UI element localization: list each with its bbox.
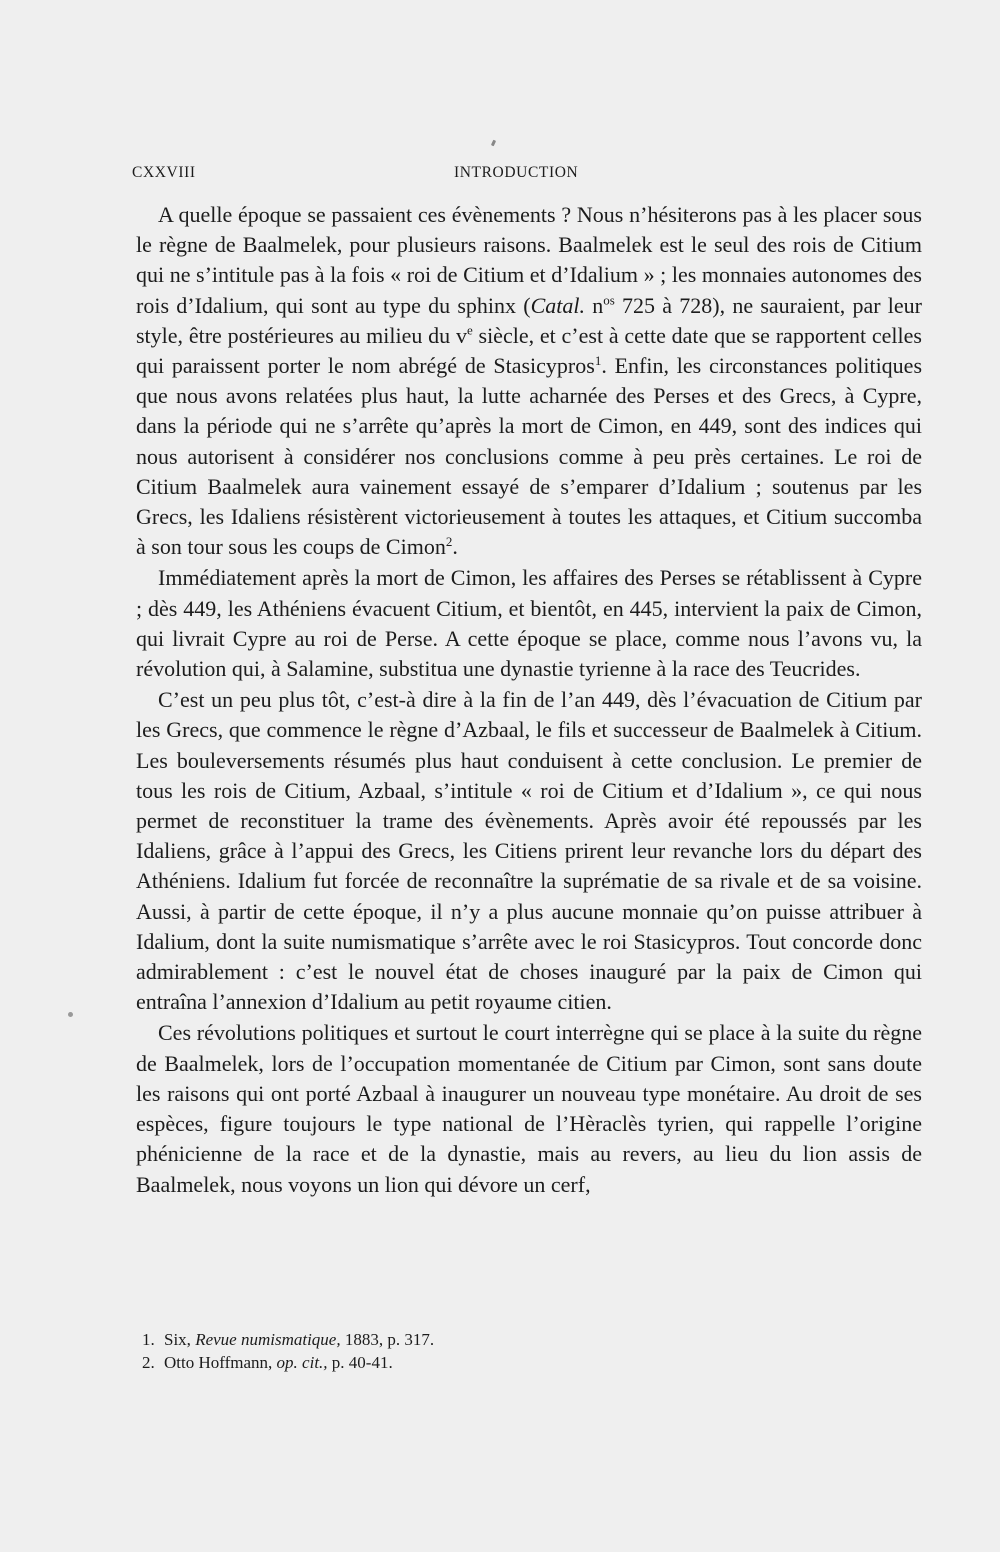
paragraph [136,685,922,1017]
text-run: siècle, et c’est à cette date que se rapportent celles qui paraissent porter le nom abrégé de Stasicypros [136,322,922,379]
italic-text: op. cit., [276,1353,328,1372]
footnotes [142,1328,842,1374]
print-speck [68,1012,73,1017]
body-text [136,200,922,1200]
footnote-reference: 1 [594,353,602,369]
footnote [142,1351,842,1374]
superscript: e [466,322,473,338]
text-run: 725 à 728), ne sauraient, par leur style, être postérieures au milieu du v [136,292,923,348]
footnote-number: 2. [142,1353,155,1372]
text-run: Six, [164,1330,196,1349]
page-header [132,164,924,188]
page-number: CXXVIII [132,164,196,181]
text-run: Ces révolutions politiques et surtout le court interrègne qui se place à la suite du règne de Baalmelek, lors de l’occupation momentanée de Citium par Cimon, sont sans doute les raisons qui ont porté Azbaal à inaugurer un nouveau type monétaire. Au droit de ses espèces, figure toujours le type national de l’Hèraclès tyrien, qui rappelle l’origine phénicienne de la race et de la dynastie, mais au revers, au lieu du lion assis de Baalmelek, nous voyons un lion qui dévore un cerf, [136,1020,922,1197]
paragraph [136,563,922,684]
italic-text: Catal. [530,292,585,318]
text-run: . [452,534,458,560]
text-run: 1883, p. 317. [340,1330,435,1349]
paragraph [136,200,922,562]
footnote [142,1328,842,1351]
footnote-reference: 2 [445,534,453,550]
print-speck [491,140,496,147]
text-run: Otto Hoffmann, [164,1353,277,1372]
italic-text: Revue numismatique, [195,1330,341,1349]
text-run: Immédiatement après la mort de Cimon, les affaires des Perses se rétablissent à Cypre ; dès 449, les Athéniens évacuent Citium, et bientôt, en 445, intervient la paix de Cimon, qui livrait Cypre au roi de Perse. A cette époque se place, comme nous l’avons vu, la révolution qui, à Salamine, substitua une dynastie tyrienne à la race des Teucrides. [136,565,922,682]
superscript: os [603,292,615,308]
footnote-number: 1. [142,1330,155,1349]
running-title: INTRODUCTION [454,164,579,181]
paragraph [136,1018,922,1199]
text-run: . Enfin, les circonstances politiques que nous avons relatées plus haut, la lutte acharnée des Perses et des Grecs, à Cypre, dans la période qui ne s’arrête qu’après la mort de Cimon, en 449, sont des indices qui nous autorisent à considérer nos conclusions comme à peu près certaines. Le roi de Citium Baalmelek aura vainement essayé de s’emparer d’Idalium ; soutenus par les Grecs, les Idaliens résistèrent victorieusement à toutes les attaques, et Citium succomba à son tour sous les coups de Cimon [136,353,923,560]
text-run: n [584,292,604,318]
text-run: A quelle époque se passaient ces évènements ? Nous n’hésiterons pas à les placer sous le règne de Baalmelek, pour plusieurs raisons. Baalmelek est le seul des rois de Citium qui ne s’intitule pas à la fois « roi de Citium et d’Idalium » ; les monnaies autonomes des rois d’Idalium, qui sont au type du sphinx ( [136,202,922,318]
text-run: p. 40-41. [327,1353,393,1372]
text-run: C’est un peu plus tôt, c’est-à dire à la fin de l’an 449, dès l’évacuation de Citium par les Grecs, que commence le règne d’Azbaal, le fils et successeur de Baalmelek à Citium. Les bouleversements résumés plus haut conduisent à cette conclusion. Le premier de tous les rois de Citium, Azbaal, s’intitule « roi de Citium et d’Idalium », ce qui nous permet de reconstituer la trame des évènements. Après avoir été repoussés par les Idaliens, grâce à l’appui des Grecs, les Citiens prirent leur revanche lors du départ des Athéniens. Idalium fut forcée de reconnaître la suprématie de sa rivale et de sa voisine. Aussi, à partir de cette époque, il n’y a plus aucune monnaie qu’on puisse attribuer à Idalium, dont la suite numismatique s’arrête avec le roi Stasicypros. Tout concorde donc admirablement : c’est le nouvel état de choses inauguré par la paix de Cimon qui entraîna l’annexion d’Idalium au petit royaume citien. [136,687,922,1015]
